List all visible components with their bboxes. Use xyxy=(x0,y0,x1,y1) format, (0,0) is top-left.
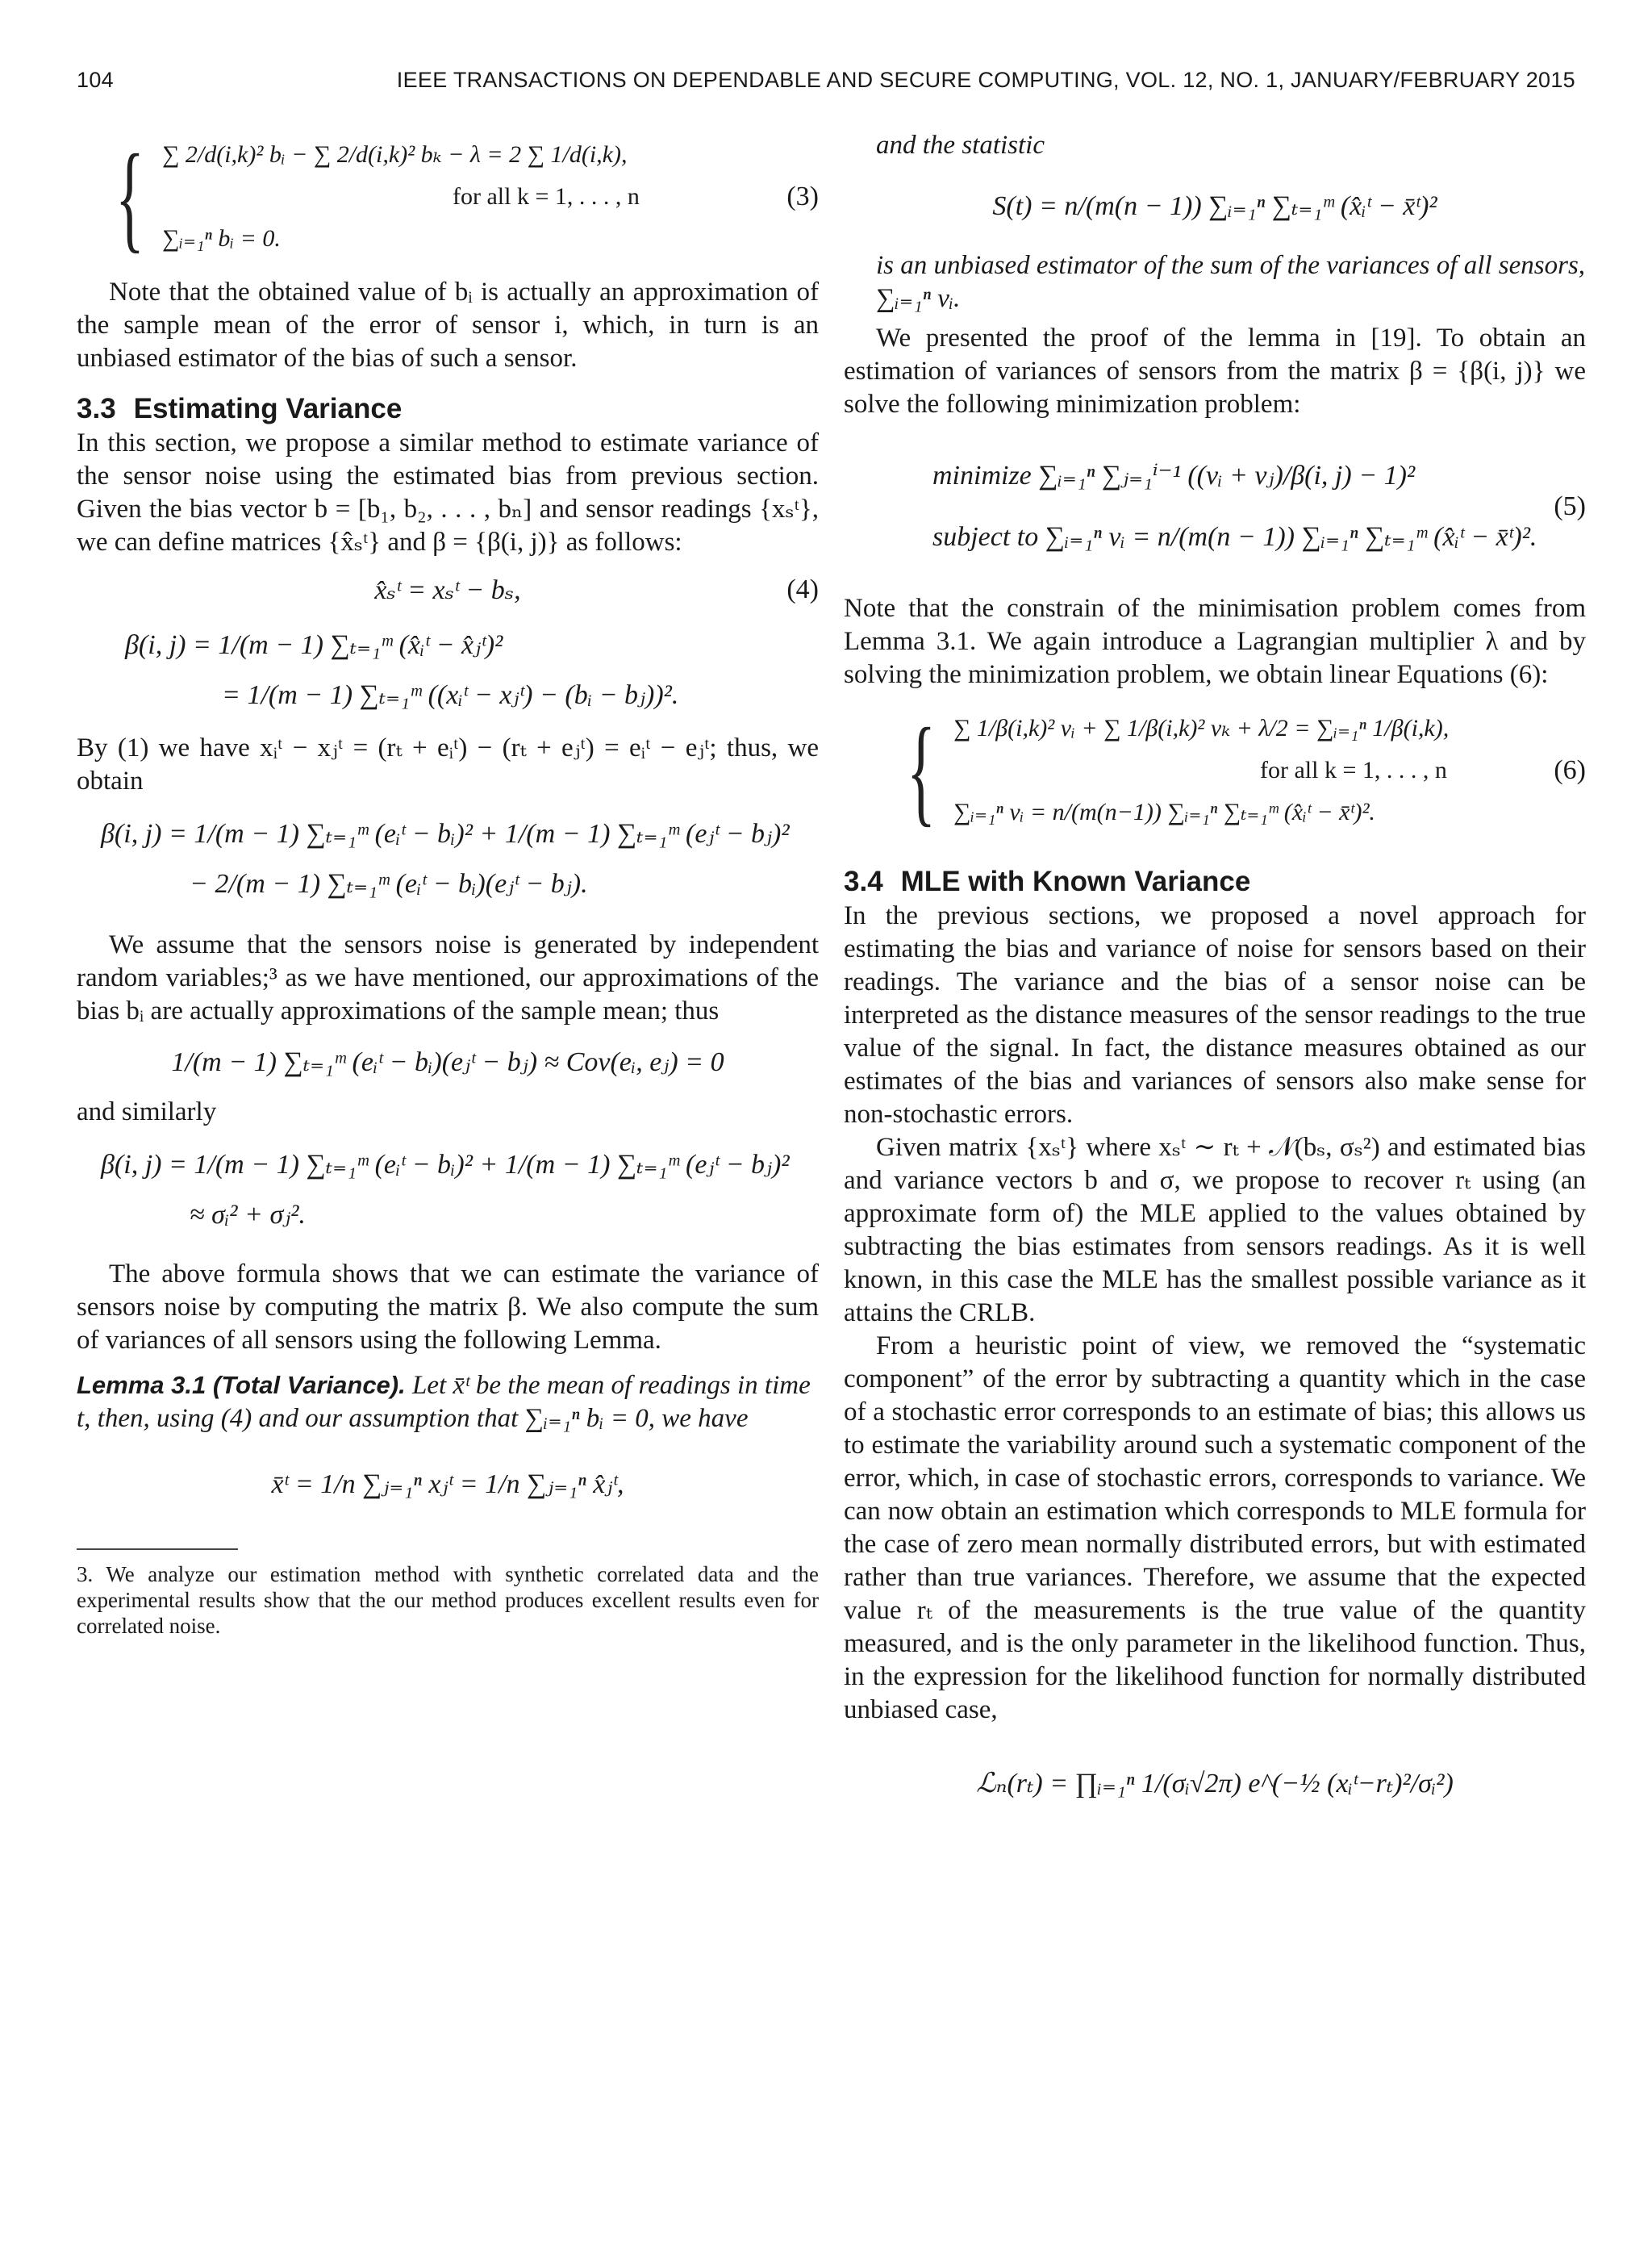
section-3-4-heading xyxy=(844,866,1586,898)
equation-3 xyxy=(77,130,819,264)
eq5-number: (5) xyxy=(1554,491,1586,521)
beta-definition xyxy=(77,620,819,721)
eq6-line3: ∑ᵢ₌₁ⁿ vᵢ = n/(m(n−1)) ∑ᵢ₌₁ⁿ ∑ₜ₌₁ᵐ (x̂ᵢᵗ − x̄ᵗ)². xyxy=(953,799,1375,825)
section-3-4-title: MLE with Known Variance xyxy=(900,866,1251,897)
para-proof: We presented the proof of the lemma in [19]. To obtain an estimation of variances of sensors from the matrix β = {β(i, j)} we solve the following minimization problem: xyxy=(844,324,1586,419)
section-3-4-number: 3.4 xyxy=(844,866,883,897)
lemma-eq-body: x̄ᵗ = 1/n ∑ⱼ₌₁ⁿ xⱼᵗ = 1/n ∑ⱼ₌₁ⁿ x̂ⱼᵗ, xyxy=(271,1469,624,1499)
left-brace-6: { xyxy=(907,704,936,838)
eq4-number: (4) xyxy=(786,574,819,604)
para-3-3: In this section, we propose a similar method to estimate variance of the sensor noise using the estimated bias from previous section. Given the bias vector b = [b₁, b₂, . . . , bₙ] and sensor readings {xₛᵗ}, we can define matrices {x̂ₛᵗ} and β = {β(i, j)} as follows: xyxy=(77,428,819,557)
eq6-line1: ∑ 1/β(i,k)² vᵢ + ∑ 1/β(i,k)² vₖ + λ/2 = ∑ᵢ₌₁ⁿ 1/β(i,k), xyxy=(953,715,1450,742)
statistic-equation xyxy=(844,190,1586,222)
left-brace: { xyxy=(115,130,144,264)
eq6-number: (6) xyxy=(1554,755,1586,785)
eq5-line1: minimize ∑ᵢ₌₁ⁿ ∑ⱼ₌₁ⁱ⁻¹ ((vᵢ + vⱼ)/β(i, j) − 1)² xyxy=(932,461,1416,491)
beta-def-line1: β(i, j) = 1/(m − 1) ∑ₜ₌₁ᵐ (x̂ᵢᵗ − x̂ⱼᵗ)² xyxy=(125,630,503,660)
lemma-heading: Lemma 3.1 (Total Variance). xyxy=(77,1371,406,1399)
right-column xyxy=(844,129,1586,1840)
para-above-formula: The above formula shows that we can estimate the variance of sensors noise by computing the matrix β. We also compute the sum of variances of all sensors using the following Lemma. xyxy=(77,1260,819,1355)
cov-eq-body: 1/(m − 1) ∑ₜ₌₁ᵐ (eᵢᵗ − bᵢ)(eⱼᵗ − bⱼ) ≈ Cov(eᵢ, eⱼ) = 0 xyxy=(171,1047,724,1077)
eq4-body: x̂ₛᵗ = xₛᵗ − bₛ, xyxy=(374,575,521,605)
para-by-1: By (1) we have xᵢᵗ − xⱼᵗ = (rₜ + eᵢᵗ) − (rₜ + eⱼᵗ) = eᵢᵗ − eⱼᵗ; thus, we obtain xyxy=(77,733,819,796)
section-3-3-number: 3.3 xyxy=(77,393,116,424)
para-3-4-c: From a heuristic point of view, we removed the “systematic component” of the error by subtracting a quantity which in the case of a stochastic error corresponds to an estimate of bias; this allows us to estimate the variability around such a systematic component of the error, which, in case of stochastic errors, corresponds to variance. We can now obtain an estimation which corresponds to MLE formula for the case of zero mean normally distributed errors, but with estimated rather than true variances. Therefore, we assume that the expected value rₜ of the measurements is the true value of the quantity measured, and is the only parameter in the likelihood function. Thus, in the expression for the likelihood function for normally distributed unbiased case, xyxy=(844,1331,1586,1724)
likelihood-eq-body: ℒₙ(rₜ) = ∏ᵢ₌₁ⁿ 1/(σᵢ√2π) e^(−½ (xᵢᵗ−rₜ)²/σᵢ²) xyxy=(976,1769,1454,1799)
lemma-text: Let x̄ᵗ be the mean of readings in time t, then, using (4) and our assumption that ∑ᵢ₌₁ⁿ bᵢ = 0, we have xyxy=(77,1371,811,1433)
running-header: IEEE TRANSACTIONS ON DEPENDABLE AND SECURE COMPUTING, VOL. 12, NO. 1, JANUARY/FEBRUARY 2015 xyxy=(396,68,1575,92)
footnote-rule xyxy=(77,1548,238,1550)
para-note-bias: Note that the obtained value of bᵢ is actually an approximation of the sample mean of the error of sensor i, which, in turn is an unbiased estimator of the bias of such a sensor. xyxy=(77,278,819,373)
para-similarly: and similarly xyxy=(77,1097,217,1126)
covariance-equation xyxy=(77,1046,819,1078)
section-3-3-heading xyxy=(77,393,819,425)
equation-6 xyxy=(844,704,1586,838)
footnote-3: 3. We analyze our estimation method with synthetic correlated data and the experimental results show that the our method produces excellent results even for correlated noise. xyxy=(77,1562,819,1638)
beta-similarly xyxy=(77,1140,819,1240)
beta-exp-line2: − 2/(m − 1) ∑ₜ₌₁ᵐ (eᵢᵗ − bᵢ)(eⱼᵗ − bⱼ). xyxy=(190,869,588,899)
beta-sim-line1: β(i, j) = 1/(m − 1) ∑ₜ₌₁ᵐ (eᵢᵗ − bᵢ)² + 1/(m − 1) ∑ₜ₌₁ᵐ (eⱼᵗ − bⱼ)² xyxy=(101,1150,790,1180)
lemma-3-1 xyxy=(77,1368,819,1435)
beta-expansion xyxy=(77,809,819,909)
likelihood-equation xyxy=(844,1767,1586,1799)
eq3-line1: ∑ 2/d(i,k)² bᵢ − ∑ 2/d(i,k)² bₖ − λ = 2 ∑ 1/d(i,k), xyxy=(162,141,628,168)
eq3-line2: for all k = 1, . . . , n xyxy=(453,183,640,210)
para-3-4-b: Given matrix {xₛᵗ} where xₛᵗ ∼ rₜ + 𝒩(bₛ, σₛ²) and estimated bias and variance vectors b and σ, we propose to recover rₜ using (an approximate form of) the MLE applied to the values obtained by subtracting the bias estimates from sensors readings. As it is well known, in this case the MLE has the smallest possible variance as it attains the CRLB. xyxy=(844,1133,1586,1327)
equation-5 xyxy=(844,445,1586,568)
lemma-equation xyxy=(77,1468,819,1500)
beta-exp-line1: β(i, j) = 1/(m − 1) ∑ₜ₌₁ᵐ (eᵢᵗ − bᵢ)² + 1/(m − 1) ∑ₜ₌₁ᵐ (eⱼᵗ − bⱼ)² xyxy=(101,819,790,849)
section-3-3-title: Estimating Variance xyxy=(133,393,403,424)
para-constrain: Note that the constrain of the minimisation problem comes from Lemma 3.1. We again introduce a Lagrangian multiplier λ and by solving the minimization problem, we obtain linear Equations (6): xyxy=(844,594,1586,689)
beta-sim-line2: ≈ σᵢ² + σⱼ². xyxy=(190,1200,306,1230)
equation-4 xyxy=(77,574,819,606)
para-3-4-a: In the previous sections, we proposed a novel approach for estimating the bias and variance of noise for sensors based on their readings. The variance and the bias of a sensor noise can be interpreted as the distance measures of the sensor readings to the true value of the signal. In fact, the distance measures obtained as our estimates of the bias and variances of sensors also make sense for non-stochastic errors. xyxy=(844,901,1586,1129)
left-column xyxy=(77,129,819,1639)
para-assume: We assume that the sensors noise is generated by independent random variables;³ as we have mentioned, our approximations of the bias bᵢ are actually approximations of the sample mean; thus xyxy=(77,930,819,1026)
lemma-continuation: and the statistic xyxy=(876,131,1045,160)
stat-eq-body: S(t) = n/(m(n − 1)) ∑ᵢ₌₁ⁿ ∑ₜ₌₁ᵐ (x̂ᵢᵗ − x̄ᵗ)² xyxy=(992,191,1437,221)
eq3-number: (3) xyxy=(786,182,819,211)
eq6-line2: for all k = 1, . . . , n xyxy=(1260,757,1447,783)
eq5-line2: subject to ∑ᵢ₌₁ⁿ vᵢ = n/(m(n − 1)) ∑ᵢ₌₁ⁿ ∑ₜ₌₁ᵐ (x̂ᵢᵗ − x̄ᵗ)². xyxy=(932,522,1537,552)
page-number: 104 xyxy=(77,68,114,92)
lemma-end: is an unbiased estimator of the sum of the variances of all sensors, ∑ᵢ₌₁ⁿ vᵢ. xyxy=(876,251,1586,313)
beta-def-line2: = 1/(m − 1) ∑ₜ₌₁ᵐ ((xᵢᵗ − xⱼᵗ) − (bᵢ − bⱼ))². xyxy=(222,680,679,710)
eq3-line3: ∑ᵢ₌₁ⁿ bᵢ = 0. xyxy=(162,225,281,252)
